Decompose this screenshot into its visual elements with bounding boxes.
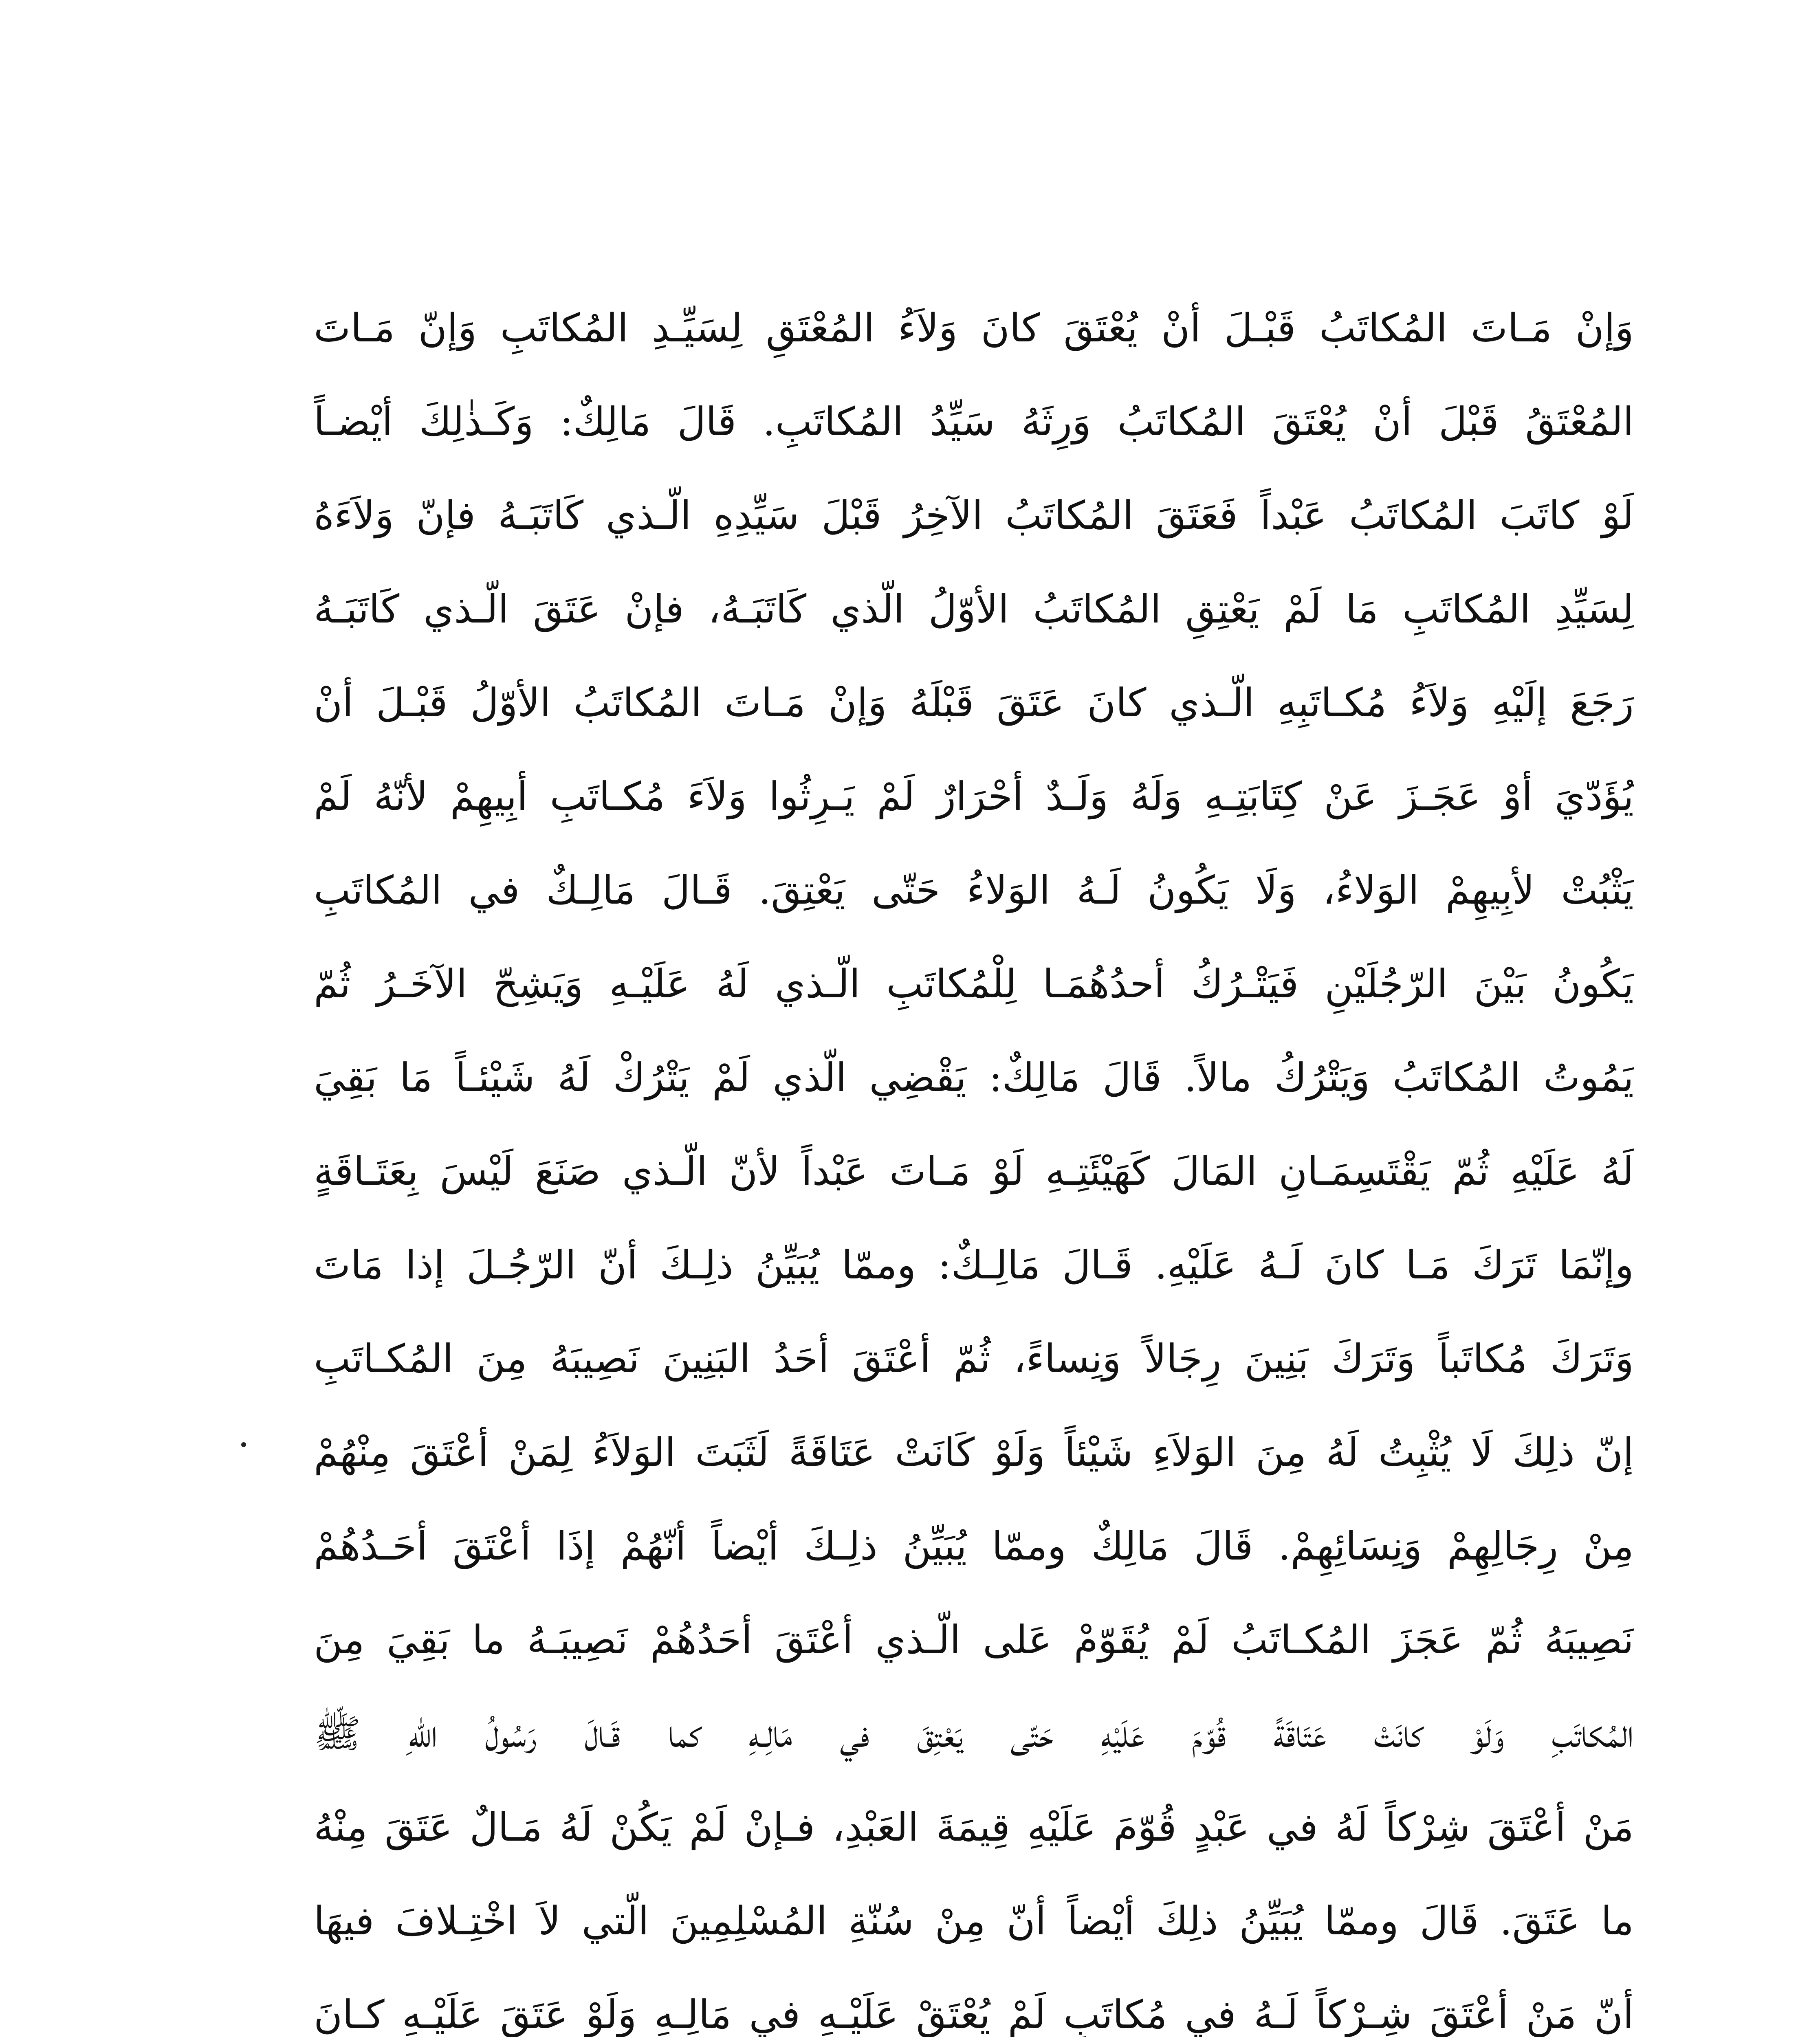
text-line-13: إنّ ذلِكَ لَا يُثْبِتُ لَهُ مِنَ الوَلاَءِ شَيْئاً وَلَوْ كَانَتْ عَتَاقَةً لَثَبَتَ الوَلاَءُ لِمَنْ أعْتَقَ مِنْهُمْ: [314, 1430, 1634, 1475]
text-line-1: وَإنْ مَـاتَ المُكاتَبُ قَبْـلَ أنْ يُعْتَقَ كانَ وَلاَءُ المُعْتَقِ لِسَيِّـدِ المُكاتَبِ وَإنّ مَـاتَ: [314, 305, 1634, 351]
text-line-5: رَجَعَ إلَيْهِ وَلاَءُ مُكـاتَبِهِ الّـذي كانَ عَتَقَ قَبْلَهُ وَإنْ مَـاتَ المُكاتَبُ الأوّلُ قَبْـلَ أنْ: [314, 680, 1634, 726]
text-line-6: يُؤَدّيَ أوْ عَجَـزَ عَنْ كِتَابَتِـهِ وَلَهُ وَلَـدٌ أحْرَارٌ لَمْ يَـرِثُوا وَلاَءَ مُكـاتَبِ أبِيهِمْ لأنّهُ لَمْ: [314, 774, 1634, 819]
text-line-19: أنّ مَنْ أعْتَقَ شِـرْكاً لَـهُ في مُكاتَبٍ لَمْ يُعْتَقْ عَلَيْـهِ في مَالِـهِ وَلَوْ عَتَقَ عَلَيْـهِ كـانَ: [314, 1992, 1634, 2037]
text-line-18: ما عَتَقَ. قَالَ وممّا يُبَيِّنُ ذلِكَ أيْضاً أنّ مِنْ سُنّةِ المُسْلِمِينَ الّتي لاَ اخْتِـلافَ فيهَا: [314, 1898, 1634, 1944]
text-line-7: يَثْبُتْ لأبِيهِمْ الوَلاءُ، وَلَا يَكُونُ لَـهُ الوَلاءُ حَتّى يَعْتِقَ. قَـالَ مَالِـكٌ في المُكاتَبِ: [314, 867, 1634, 913]
text-line-2: المُعْتَقُ قَبْلَ أنْ يُعْتَقَ المُكاتَبُ وَرِثَهُ سَيِّدُ المُكاتَبِ. قَالَ مَالِكٌ: وَكَـذٰلِكَ أيْضـاً: [314, 399, 1634, 444]
text-line-15: نَصِيبَهُ ثُمّ عَجَزَ المُكـاتَبُ لَمْ يُقَوّمْ عَلى الّـذي أعْتَقَ أحَدُهُمْ نَصِيبَـهُ ما بَقِيَ مِنَ: [314, 1617, 1634, 1663]
text-line-9: يَمُوتُ المُكاتَبُ وَيَتْرُكُ مالاً. قَالَ مَالِكٌ: يَقْضِي الّذي لَمْ يَتْرُكْ لَهُ شَيْئـاً مَا بَقِيَ: [314, 1055, 1634, 1100]
text-line-4: لِسَيِّدِ المُكاتَبِ مَا لَمْ يَعْتِقِ المُكاتَبُ الأوّلُ الّذي كَاتَبَـهُ، فإنْ عَتَقَ الّـذي كَاتَبَـهُ: [314, 586, 1634, 632]
scan-speck: [241, 1442, 246, 1447]
text-line-14: مِنْ رِجَالِهِمْ وَنِسَائِهِمْ. قَالَ مَالِكٌ وممّا يُبَيِّنُ ذلِـكَ أيْضاً أنّهُمْ إذَا أعْتَقَ أحَـدُهُمْ: [314, 1523, 1634, 1569]
text-line-3: لَوْ كاتَبَ المُكاتَبُ عَبْداً فَعَتَقَ المُكاتَبُ الآخِرُ قَبْلَ سَيِّدِهِ الّـذي كَاتَبَـهُ فإنّ وَلاَءَهُ: [314, 493, 1634, 538]
text-line-17: مَنْ أعْتَقَ شِرْكاً لَهُ في عَبْدٍ قُوّمَ عَلَيْهِ قِيمَةَ العَبْدِ، فـإنْ لَمْ يَكُنْ لَهُ مَـالٌ عَتَقَ مِنْهُ: [314, 1804, 1634, 1850]
text-line-8: يَكُونُ بَيْنَ الرّجُلَيْنِ فَيَتْـرُكُ أحدُهُمَـا لِلْمُكاتَبِ الّـذي لَهُ عَلَيْـهِ وَيَشِحّ الآخَـرُ ثُمّ: [314, 961, 1634, 1007]
text-line-12: وَتَرَكَ مُكاتَباً وَتَرَكَ بَنِينَ رِجَالاً وَنِساءً، ثُمّ أعْتَقَ أحَدُ البَنِينَ نَصِيبَهُ مِنَ المُكـاتَبِ: [314, 1336, 1634, 1381]
body-text: [314, 281, 1634, 2037]
text-line-10: لَهُ عَلَيْهِ ثُمّ يَقْتَسِمَـانِ المَالَ كَهَيْئَتِـهِ لَوْ مَـاتَ عَبْداً لأنّ الّـذي صَنَعَ لَيْسَ بِعَتَـاقَةٍ: [314, 1148, 1634, 1194]
text-line-11: وإنّمَا تَرَكَ مَـا كانَ لَـهُ عَلَيْهِ. قَـالَ مَالِـكٌ: وممّا يُبَيِّنُ ذلِـكَ أنّ الرّجُـلَ إذا مَاتَ: [314, 1242, 1634, 1288]
text-line-16: المُكاتَبِ وَلَوْ كانَتْ عَتَاقَةً قُوّمَ عَلَيْهِ حَتّى يَعْتِقَ في مَالِـهِ كما قَـالَ رَسُولُ اللهِ ﷺ: [314, 1711, 1634, 1756]
